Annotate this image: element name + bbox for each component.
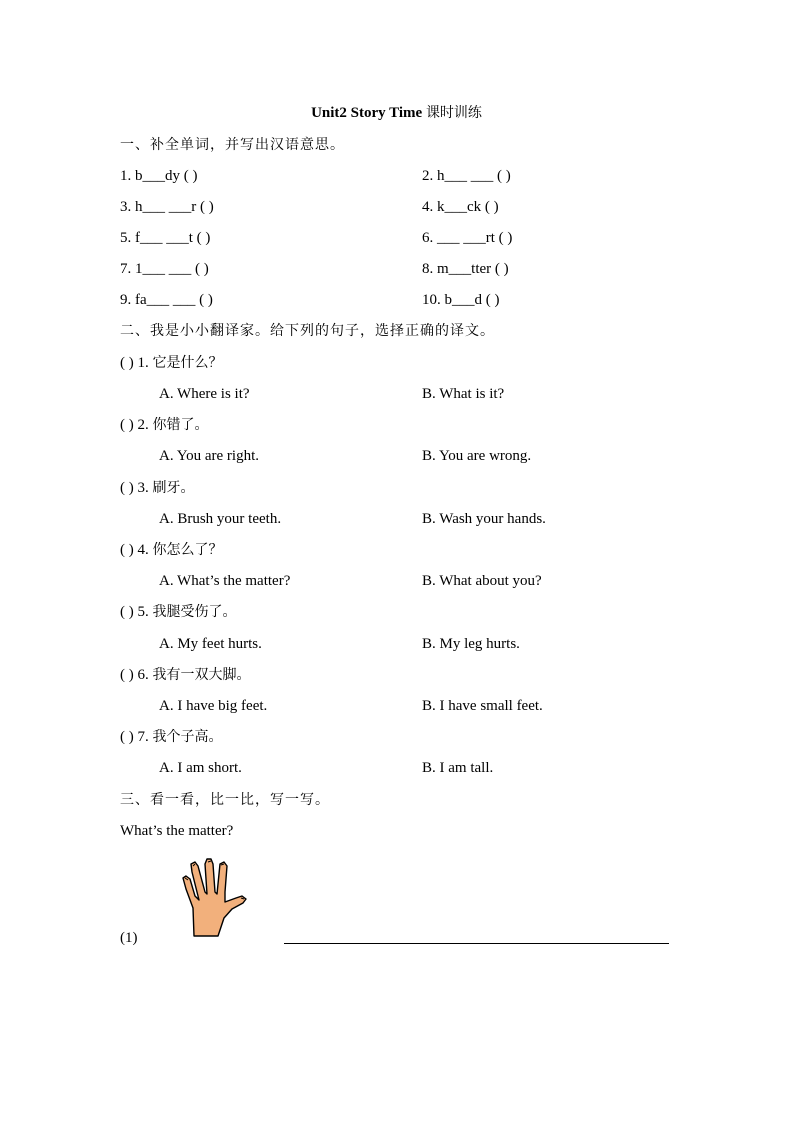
- question-3-option-b: B. Wash your hands.: [422, 511, 546, 527]
- question-6-option-a: A. I have big feet.: [159, 698, 268, 714]
- title-english: Unit2 Story Time: [311, 105, 423, 121]
- question-4-option-b: B. What about you?: [422, 573, 542, 589]
- fill-word-item-10: 10. b___d ( ): [422, 292, 500, 308]
- question-5-option-b: B. My leg hurts.: [422, 636, 520, 652]
- fill-word-item-6: 6. ___ ___rt ( ): [422, 230, 513, 246]
- question-1-prefix: ( ) 1.: [120, 355, 149, 371]
- question-5-chinese: 我腿受伤了。: [152, 604, 237, 620]
- question-7-chinese: 我个子高。: [152, 729, 223, 745]
- question-6-option-b: B. I have small feet.: [422, 698, 543, 714]
- question-5-prefix: ( ) 5.: [120, 604, 149, 620]
- question-4: [120, 541, 223, 559]
- fill-word-item-5: 5. f___ ___t ( ): [120, 230, 211, 246]
- question-6-chinese: 我有一双大脚。: [152, 667, 251, 683]
- question-7-prefix: ( ) 7.: [120, 729, 149, 745]
- question-6-prefix: ( ) 6.: [120, 667, 149, 683]
- question-1: [120, 354, 223, 372]
- hand-icon: [180, 856, 260, 938]
- fill-word-item-1: 1. b___dy ( ): [120, 168, 198, 184]
- fill-word-item-8: 8. m___tter ( ): [422, 261, 509, 277]
- question-2-chinese: 你错了。: [152, 417, 209, 433]
- question-2-option-a: A. You are right.: [159, 448, 259, 464]
- question-3: [120, 479, 195, 497]
- section-2-heading: 二、我是小小翻译家。给下列的句子，选择正确的译文。: [120, 323, 495, 339]
- title-chinese: 课时训练: [425, 105, 482, 121]
- question-1-chinese: 它是什么？: [152, 355, 223, 371]
- question-6: [120, 666, 251, 684]
- question-4-prefix: ( ) 4.: [120, 542, 149, 558]
- section-3-heading: 三、看一看，比一比，写一写。: [120, 792, 330, 808]
- question-4-option-a: A. What’s the matter?: [159, 573, 291, 589]
- question-7: [120, 728, 223, 746]
- section-1-heading: 一、补全单词，并写出汉语意思。: [120, 137, 345, 153]
- fill-word-item-4: 4. k___ck ( ): [422, 199, 499, 215]
- section-3-question: What’s the matter?: [120, 823, 234, 839]
- question-1-option-b: B. What is it?: [422, 386, 505, 402]
- fill-word-item-3: 3. h___ ___r ( ): [120, 199, 214, 215]
- page-title: [0, 104, 793, 122]
- question-7-option-b: B. I am tall.: [422, 760, 494, 776]
- answer-item-label: (1): [120, 930, 138, 946]
- fill-word-item-2: 2. h___ ___ ( ): [422, 168, 511, 184]
- question-2-option-b: B. You are wrong.: [422, 448, 532, 464]
- question-3-chinese: 刷牙。: [152, 480, 195, 496]
- question-2: [120, 416, 209, 434]
- answer-line[interactable]: [284, 943, 669, 944]
- fill-word-item-7: 7. 1___ ___ ( ): [120, 261, 209, 277]
- question-3-prefix: ( ) 3.: [120, 480, 149, 496]
- question-1-option-a: A. Where is it?: [159, 386, 250, 402]
- fill-word-item-9: 9. fa___ ___ ( ): [120, 292, 213, 308]
- question-5: [120, 603, 237, 621]
- question-5-option-a: A. My feet hurts.: [159, 636, 262, 652]
- question-7-option-a: A. I am short.: [159, 760, 242, 776]
- question-4-chinese: 你怎么了？: [152, 542, 223, 558]
- question-3-option-a: A. Brush your teeth.: [159, 511, 282, 527]
- question-2-prefix: ( ) 2.: [120, 417, 149, 433]
